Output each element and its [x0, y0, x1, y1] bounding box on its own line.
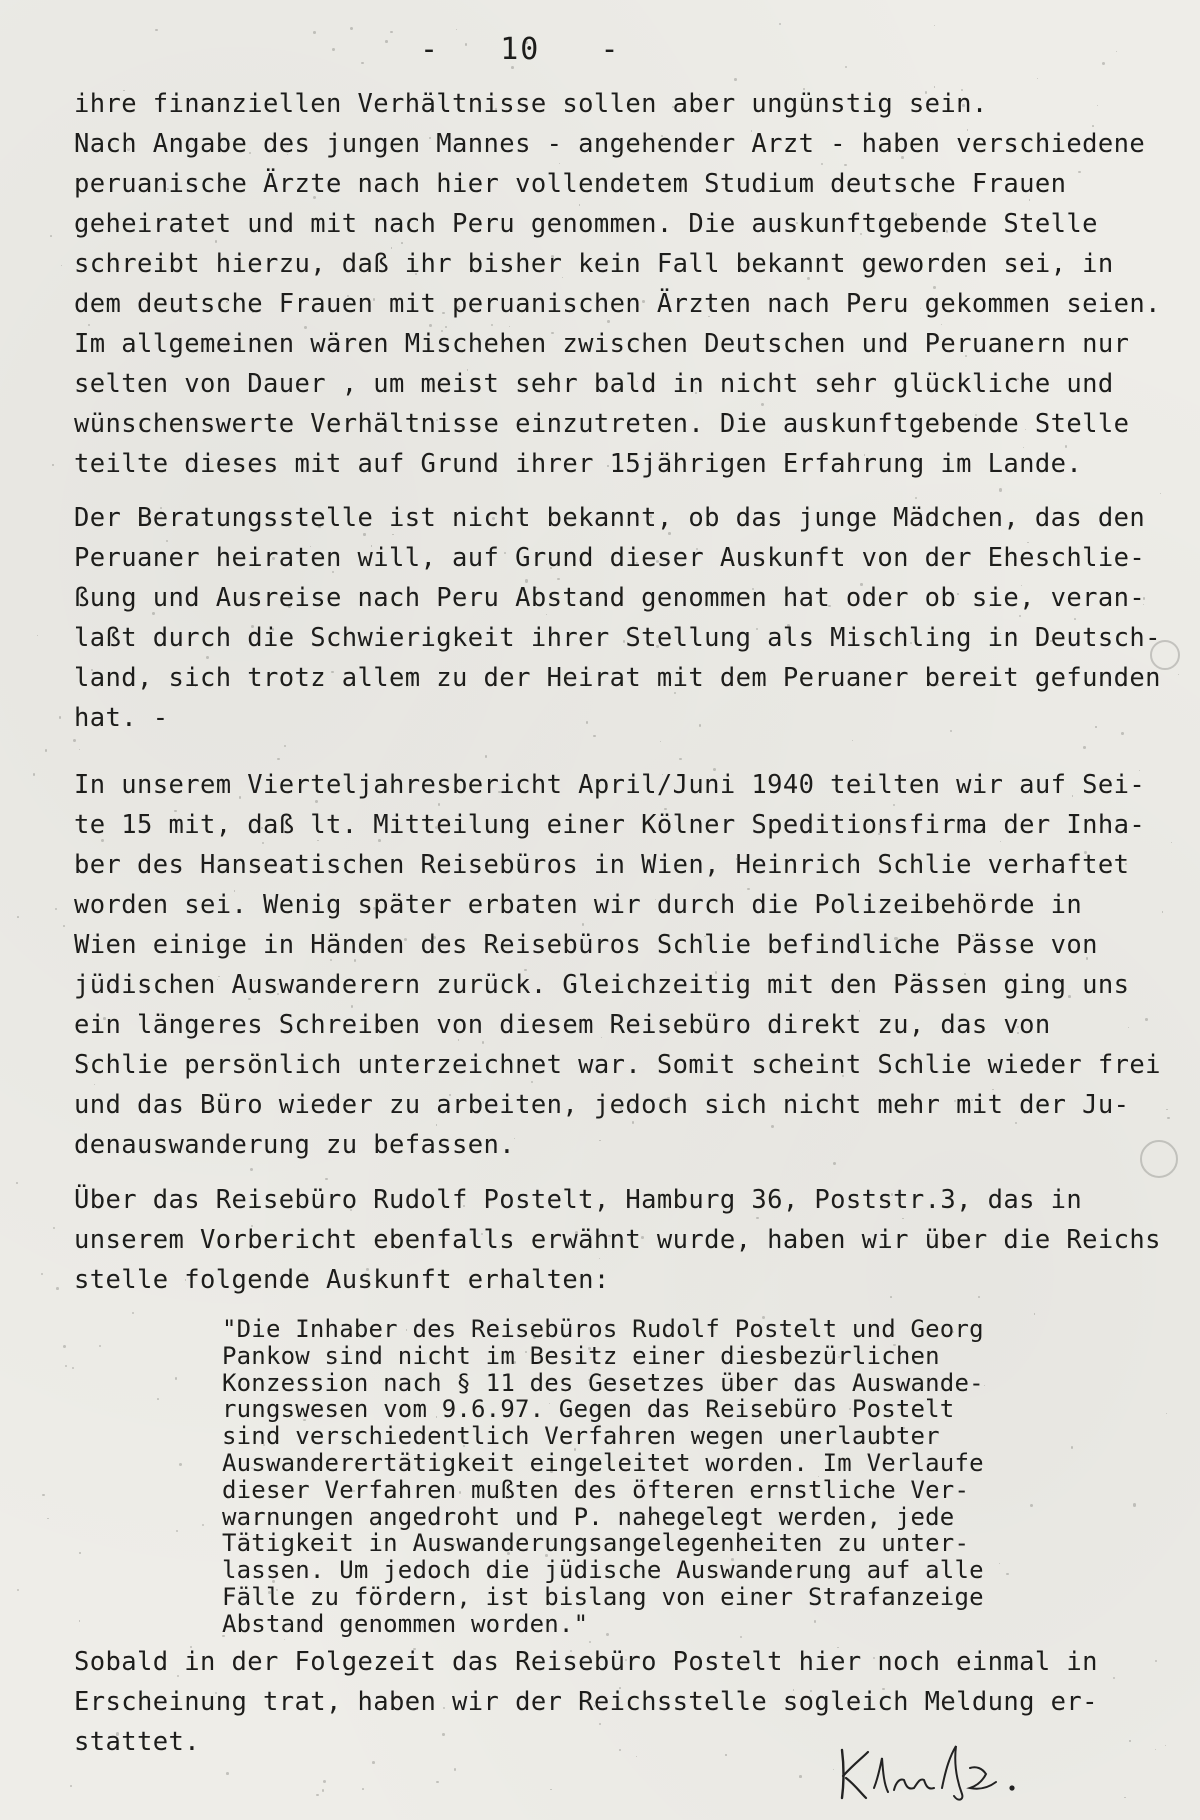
scan-speck: [45, 749, 47, 751]
scan-speck: [485, 755, 487, 757]
scan-speck: [132, 1312, 134, 1314]
text-line: Sobald in der Folgezeit das Reisebüro Postelt hier noch einmal in: [74, 1647, 1098, 1677]
scan-speck: [41, 1273, 43, 1275]
text-line: stattet.: [74, 1727, 201, 1757]
text-line: jüdischen Auswanderern zurück. Gleichzeitig mit den Pässen ging uns: [74, 970, 1130, 1000]
scan-speck: [1160, 493, 1161, 494]
scan-speck: [179, 1463, 182, 1466]
paragraph-peru-marriages: [74, 84, 1174, 484]
scan-speck: [37, 635, 38, 636]
text-line: Nach Angabe des jungen Mannes - angehender Arzt - haben verschiedene: [74, 129, 1146, 159]
text-line: hat. -: [74, 703, 169, 733]
scan-speck: [16, 1182, 18, 1184]
handwritten-signature: [830, 1738, 1030, 1808]
scan-speck: [53, 1227, 56, 1230]
scan-speck: [454, 1768, 456, 1770]
text-line: denauswanderung zu befassen.: [74, 1130, 516, 1160]
text-line: In unserem Vierteljahresbericht April/Juni 1940 teilten wir auf Sei-: [74, 770, 1146, 800]
scan-speck: [332, 48, 335, 51]
scan-speck: [284, 745, 287, 748]
scan-speck: [50, 235, 52, 237]
text-line: te 15 mit, daß lt. Mitteilung einer Kölner Speditionsfirma der Inha-: [74, 810, 1146, 840]
block-quote-reichsstelle: [222, 1316, 1122, 1638]
scan-speck: [323, 1780, 326, 1783]
scan-speck: [61, 265, 62, 266]
scan-speck: [73, 739, 76, 742]
text-line: geheiratet und mit nach Peru genommen. Die auskunftgebende Stelle: [74, 209, 1098, 239]
quote-line: Auswanderertätigkeit eingeleitet worden. Im Verlaufe: [222, 1448, 984, 1477]
scan-speck: [779, 23, 781, 25]
scan-speck: [33, 773, 35, 775]
text-line: laßt durch die Schwierigkeit ihrer Stellung als Mischling in Deutsch-: [74, 623, 1161, 653]
scan-speck: [79, 1620, 80, 1621]
text-line: Schlie persönlich unterzeichnet war. Somit scheint Schlie wieder frei: [74, 1050, 1161, 1080]
scan-speck: [999, 488, 1002, 491]
scan-speck: [1083, 746, 1086, 749]
scan-speck: [226, 1772, 229, 1775]
scan-speck: [63, 925, 65, 927]
paragraph-reisebuero-schlie: [74, 765, 1174, 1165]
scan-speck: [176, 1530, 178, 1532]
scan-speck: [42, 1494, 44, 1496]
scan-speck: [157, 1398, 159, 1400]
text-line: land, sich trotz allem zu der Heirat mit dem Peruaner bereit gefunden: [74, 663, 1161, 693]
text-line: peruanische Ärzte nach hier vollendetem Studium deutsche Frauen: [74, 169, 1067, 199]
scan-speck: [362, 1788, 364, 1790]
text-line: Erscheinung trat, haben wir der Reichsstelle sogleich Meldung er-: [74, 1687, 1098, 1717]
text-line: Der Beratungsstelle ist nicht bekannt, ob das junge Mädchen, das den: [74, 503, 1146, 533]
scan-speck: [1178, 674, 1180, 676]
page-number: - 10 -: [420, 32, 621, 67]
text-line: ßung und Ausreise nach Peru Abstand genommen hat oder ob sie, veran-: [74, 583, 1146, 613]
scan-speck: [550, 1789, 551, 1790]
scan-speck: [1034, 1313, 1036, 1315]
text-line: Peruaner heiraten will, auf Grund dieser Auskunft von der Eheschlie-: [74, 543, 1146, 573]
text-line: und das Büro wieder zu arbeiten, jedoch sich nicht mehr mit der Ju-: [74, 1090, 1130, 1120]
quote-line: sind verschiedentlich Verfahren wegen unerlaubter: [222, 1422, 940, 1451]
quote-line: Tätigkeit in Auswanderungsangelegenheiten zu unter-: [222, 1529, 970, 1558]
text-line: dem deutsche Frauen mit peruanischen Ärzten nach Peru gekommen seien.: [74, 289, 1161, 319]
quote-line: Abstand genommen worden.": [222, 1609, 589, 1638]
scan-speck: [70, 1785, 72, 1787]
text-line: ihre finanziellen Verhältnisse sollen aber ungünstig sein.: [74, 89, 988, 119]
quote-line: lassen. Um jedoch die jüdische Auswanderung auf alle: [222, 1556, 984, 1585]
scan-speck: [385, 40, 388, 43]
quote-line: rungswesen vom 9.6.97. Gegen das Reisebüro Postelt: [222, 1395, 955, 1424]
scan-speck: [1133, 1503, 1136, 1506]
scan-speck: [65, 1365, 67, 1367]
scan-speck: [1037, 78, 1038, 79]
scan-speck: [55, 908, 57, 910]
scan-speck: [361, 62, 364, 65]
scan-speck: [17, 1589, 19, 1591]
scan-speck: [799, 1775, 802, 1778]
scan-speck: [679, 758, 681, 760]
quote-line: Konzession nach § 11 des Gesetzes über das Auswande-: [222, 1368, 984, 1397]
text-line: wünschenswerte Verhältnisse einzutreten. Die auskunftgebende Stelle: [74, 409, 1130, 439]
text-line: Wien einige in Händen des Reisebüros Schlie befindliche Pässe von: [74, 930, 1098, 960]
scan-speck: [250, 1168, 253, 1171]
scan-speck: [934, 25, 935, 26]
scan-speck: [17, 916, 19, 918]
text-line: Im allgemeinen wären Mischehen zwischen Deutschen und Peruanern nur: [74, 329, 1130, 359]
paragraph-reisebuero-postelt: [74, 1180, 1174, 1300]
scan-speck: [852, 740, 853, 741]
scan-speck: [52, 464, 53, 465]
scan-speck: [1116, 51, 1117, 52]
scan-speck: [660, 741, 661, 742]
quote-line: Pankow sind nicht im Besitz einer diesbezürlichen: [222, 1341, 940, 1370]
text-line: ber des Hanseatischen Reisebüros in Wien, Heinrich Schlie verhaftet: [74, 850, 1130, 880]
scan-speck: [59, 716, 61, 718]
scan-speck: [72, 1367, 74, 1369]
scan-speck: [79, 1552, 80, 1553]
scan-speck: [63, 1345, 66, 1348]
text-line: schreibt hierzu, daß ihr bisher kein Fall bekannt geworden sei, in: [74, 249, 1114, 279]
text-line: Über das Reisebüro Rudolf Postelt, Hamburg 36, Poststr.3, das in: [74, 1185, 1083, 1215]
scan-speck: [350, 27, 353, 30]
scan-speck: [390, 31, 393, 34]
scan-speck: [284, 1639, 285, 1640]
scan-speck: [313, 31, 316, 34]
quote-line: dieser Verfahren mußten des öfteren ernstliche Ver-: [222, 1475, 970, 1504]
scan-speck: [456, 29, 457, 30]
scan-speck: [155, 29, 157, 31]
scan-speck: [734, 78, 737, 81]
scan-speck: [322, 1789, 325, 1792]
text-line: teilte dieses mit auf Grund ihrer 15jährigen Erfahrung im Lande.: [74, 449, 1083, 479]
scan-speck: [316, 1794, 319, 1797]
scan-speck: [1102, 62, 1105, 65]
scan-speck: [277, 758, 279, 760]
text-line: stelle folgende Auskunft erhalten:: [74, 1265, 610, 1295]
quote-line: warnungen angedroht und P. nahegelegt werden, jede: [222, 1502, 955, 1531]
scan-speck: [202, 1524, 204, 1526]
text-line: unserem Vorbericht ebenfalls erwähnt wurde, haben wir über die Reichs: [74, 1225, 1161, 1255]
text-line: ein längeres Schreiben von diesem Reisebüro direkt zu, das von: [74, 1010, 1051, 1040]
scan-speck: [79, 749, 80, 750]
scan-speck: [1166, 1413, 1167, 1414]
paragraph-beratungsstelle: [74, 498, 1174, 738]
text-line: worden sei. Wenig später erbaten wir durch die Polizeibehörde in: [74, 890, 1083, 920]
scan-speck: [56, 1287, 59, 1290]
scan-speck: [47, 1518, 48, 1519]
scan-speck: [175, 1377, 177, 1379]
scan-speck: [845, 66, 847, 68]
scan-speck: [99, 1345, 101, 1347]
scan-speck: [1124, 1797, 1125, 1798]
text-line: selten von Dauer , um meist sehr bald in nicht sehr glückliche und: [74, 369, 1114, 399]
scan-speck: [436, 1781, 439, 1784]
quote-line: Fälle zu fördern, ist bislang von einer Strafanzeige: [222, 1582, 984, 1611]
quote-line: "Die Inhaber des Reisebüros Rudolf Postelt und Georg: [222, 1315, 984, 1343]
